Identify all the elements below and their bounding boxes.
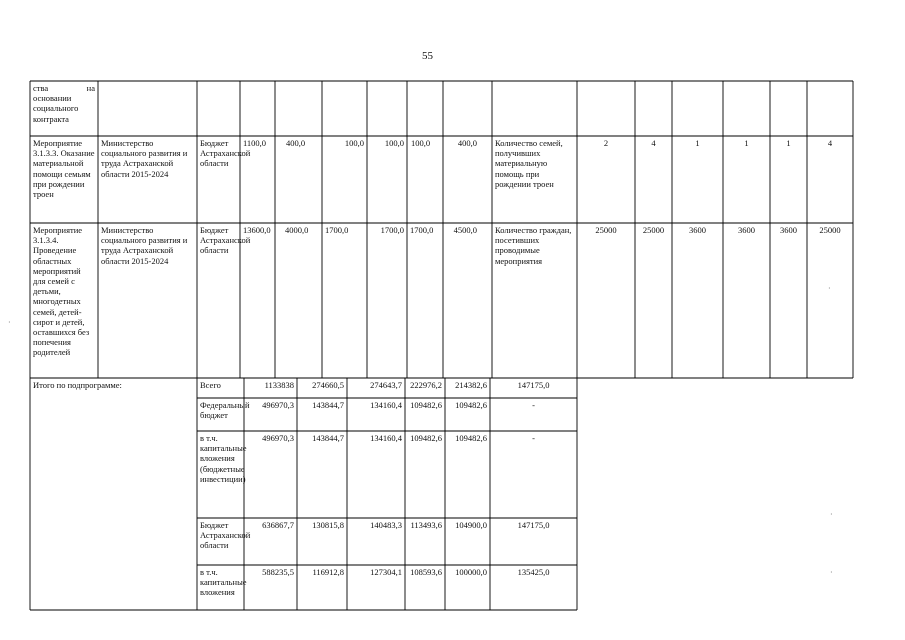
totals-value: 116912,8 [312, 567, 344, 577]
row3-value: 1700,0 [380, 225, 404, 235]
row3-source: Бюджет Астраханской области [200, 225, 251, 256]
totals-value: 143844,7 [312, 400, 344, 410]
row3-value: 4000,0 [285, 225, 309, 235]
totals-value: 104900,0 [455, 520, 487, 530]
row3-target: 25000 [642, 225, 665, 235]
row2-value: 400,0 [457, 138, 477, 148]
row2-target: 4 [827, 138, 833, 148]
row2-value: 1100,0 [243, 138, 267, 148]
row2-value: 100,0 [384, 138, 404, 148]
row3-target: 25000 [819, 225, 841, 235]
totals-value: 214382,6 [455, 380, 487, 390]
totals-value: 109482,6 [455, 433, 487, 443]
totals-value: 147175,0 [517, 520, 550, 530]
row2-target: 1 [695, 138, 700, 148]
row2-value: 100,0 [411, 138, 431, 148]
row2-value: 400,0 [286, 138, 306, 148]
totals-value: 140483,3 [370, 520, 402, 530]
row1-measure: ства на основании социального контракта [33, 83, 95, 124]
totals-value: - [532, 433, 535, 443]
totals-value: 108593,6 [410, 567, 442, 577]
totals-label: Итого по подпрограмме: [33, 380, 122, 390]
row2-target: 2 [603, 138, 609, 148]
totals-value: 100000,0 [455, 567, 487, 577]
row3-target: 3600 [689, 225, 706, 235]
totals-value: 134160,4 [370, 433, 402, 443]
totals-value: 134160,4 [370, 400, 402, 410]
totals-value: 636867,7 [262, 520, 294, 530]
totals-value: 274643,7 [370, 380, 402, 390]
row2-target: 1 [786, 138, 791, 148]
totals-source: Бюджет Астраханской области [200, 520, 251, 551]
totals-value: 274660,5 [312, 380, 344, 390]
totals-source: Всего [200, 380, 221, 390]
row3-value: 4500,0 [453, 225, 477, 235]
totals-value: 130815,8 [312, 520, 344, 530]
totals-value: 222976,2 [410, 380, 442, 390]
row3-value: 1700,0 [410, 225, 434, 235]
row3-indicator: Количество граждан, посетивших проводимые мероприятия [495, 225, 572, 266]
totals-value: 109482,6 [455, 400, 487, 410]
totals-value: - [532, 400, 535, 410]
totals-source: в т.ч. капитальные вложения [200, 567, 247, 598]
row2-executor: Министерство социального развития и труда Астраханской области 2015-2024 [101, 138, 188, 179]
row3-measure: Мероприятие 3.1.3.4. Проведение областных мероприятий для семей с детьми, многодетных семей, детей-сирот и детей, оставшихся без попечения родителей [33, 225, 90, 358]
row3-value: 13600,0 [243, 225, 271, 235]
row3-value: 1700,0 [325, 225, 349, 235]
scan-speck: · [830, 568, 833, 577]
scan-speck: · [830, 510, 833, 519]
row3-executor: Министерство социального развития и труда Астраханской области 2015-2024 [101, 225, 188, 266]
scan-speck: · [8, 318, 11, 327]
totals-value: 143844,7 [312, 433, 344, 443]
totals-source: в т.ч. капитальные вложения (бюджетные инвестиции) [200, 433, 247, 484]
row2-source: Бюджет Астраханской области [200, 138, 251, 169]
row2-indicator: Количество семей, получивших материальную помощь при рождении троен [495, 138, 563, 189]
totals-value: 109482,6 [410, 433, 442, 443]
row3-target: 25000 [595, 225, 617, 235]
totals-value: 496970,3 [262, 400, 294, 410]
row3-target: 3600 [780, 225, 797, 235]
totals-value: 147175,0 [517, 380, 550, 390]
totals-value: 109482,6 [410, 400, 442, 410]
row2-target: 4 [651, 138, 656, 148]
row3-target: 3600 [738, 225, 755, 235]
row2-value: 100,0 [344, 138, 364, 148]
totals-value: 127304,1 [370, 567, 402, 577]
scan-speck: · [828, 284, 831, 293]
totals-value: 496970,3 [262, 433, 294, 443]
totals-value: 135425,0 [517, 567, 550, 577]
row2-measure: Мероприятие 3.1.3.3. Оказание материальной помощи семьям при рождении троен [33, 138, 95, 200]
totals-source: Федеральный бюджет [200, 400, 250, 421]
totals-value: 1133838 [264, 380, 294, 390]
totals-value: 588235,5 [262, 567, 294, 577]
totals-value: 113493,6 [410, 520, 442, 530]
row2-target: 1 [744, 138, 749, 148]
page-number: 55 [422, 50, 433, 62]
